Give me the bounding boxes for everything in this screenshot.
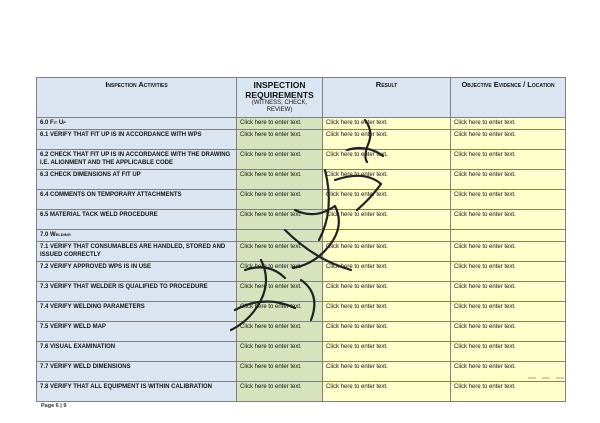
result-field[interactable]: Click here to enter text. — [323, 190, 451, 210]
requirement-field[interactable]: Click here to enter text. — [237, 190, 323, 210]
requirement-field[interactable]: Click here to enter text. — [237, 150, 323, 170]
header-objective-evidence: Objective Evidence / Location — [451, 78, 566, 118]
evidence-field[interactable]: Click here to enter text. — [451, 150, 566, 170]
section-cell-empty — [237, 230, 323, 242]
result-field[interactable]: Click here to enter text. — [323, 282, 451, 302]
requirement-field[interactable]: Click here to enter text. — [237, 382, 323, 402]
requirement-field[interactable]: Click here to enter text. — [237, 362, 323, 382]
requirement-field[interactable]: Click here to enter text. — [237, 342, 323, 362]
table-body — [37, 118, 566, 402]
evidence-field[interactable]: Click here to enter text. — [451, 118, 566, 130]
table-row — [37, 170, 566, 190]
table-row — [37, 130, 566, 150]
table-row — [37, 322, 566, 342]
inspection-activity: 7.6 VISUAL EXAMINATION — [37, 342, 237, 362]
header-result: Result — [323, 78, 451, 118]
result-field[interactable]: Click here to enter text. — [323, 382, 451, 402]
table-row — [37, 210, 566, 230]
table-row — [37, 150, 566, 170]
table-row — [37, 262, 566, 282]
evidence-field[interactable]: Click here to enter text. — [451, 282, 566, 302]
inspection-activity: 6.4 COMMENTS ON TEMPORARY ATTACHMENTS — [37, 190, 237, 210]
result-field[interactable]: Click here to enter text. — [323, 242, 451, 262]
table-row — [37, 362, 566, 382]
requirement-field[interactable]: Click here to enter text. — [237, 170, 323, 190]
evidence-field[interactable]: Click here to enter text. — [451, 382, 566, 402]
section-title: 7.0 Welding — [37, 230, 237, 242]
table-row — [37, 242, 566, 262]
header-inspection-activities: Inspection Activities — [37, 78, 237, 118]
page-number: Page 6 | 9 — [41, 403, 67, 409]
section-row — [37, 118, 566, 130]
evidence-field[interactable]: Click here to enter text. — [451, 262, 566, 282]
section-title: 6.0 Fit Up — [37, 118, 237, 130]
result-field[interactable]: Click here to enter text. — [323, 170, 451, 190]
inspection-activity: 7.7 VERIFY WELD DIMENSIONS — [37, 362, 237, 382]
evidence-field[interactable]: Click here to enter text. — [451, 170, 566, 190]
evidence-field[interactable]: Click here to enter text. — [451, 242, 566, 262]
result-field[interactable]: Click here to enter text. — [323, 342, 451, 362]
evidence-field[interactable]: Click here to enter text. — [451, 302, 566, 322]
evidence-field[interactable]: Click here to enter text. — [451, 362, 566, 382]
result-field[interactable]: Click here to enter text. — [323, 210, 451, 230]
table-row — [37, 190, 566, 210]
table-row — [37, 382, 566, 402]
result-field[interactable]: Click here to enter text. — [323, 362, 451, 382]
evidence-field[interactable]: Click here to enter text. — [451, 130, 566, 150]
inspection-activity: 6.3 CHECK DIMENSIONS AT FIT UP — [37, 170, 237, 190]
requirement-field[interactable]: Click here to enter text. — [237, 210, 323, 230]
result-field[interactable]: Click here to enter text. — [323, 322, 451, 342]
evidence-field[interactable]: Click here to enter text. — [451, 342, 566, 362]
result-field[interactable]: Click here to enter text. — [323, 130, 451, 150]
table-header-row — [37, 78, 566, 118]
result-field[interactable]: Click here to enter text. — [323, 262, 451, 282]
inspection-activity: 7.4 VERIFY WELDING PARAMETERS — [37, 302, 237, 322]
table-row — [37, 342, 566, 362]
header-requirements-sub: (WITNESS, CHECK, REVIEW) — [251, 100, 308, 113]
requirement-field[interactable]: Click here to enter text. — [237, 302, 323, 322]
inspection-activity: 7.3 VERIFY THAT WELDER IS QUALIFIED TO PROCEDURE — [37, 282, 237, 302]
evidence-field[interactable]: Click here to enter text. — [451, 190, 566, 210]
inspection-activity: 6.2 CHECK THAT FIT UP IS IN ACCORDANCE WITH THE DRAWING I.E. ALIGNMENT AND THE APPLICABLE CODE — [37, 150, 237, 170]
evidence-field[interactable]: Click here to enter text. — [451, 210, 566, 230]
requirement-field[interactable]: Click here to enter text. — [237, 242, 323, 262]
header-inspection-requirements — [237, 78, 323, 118]
section-cell-empty — [323, 230, 451, 242]
result-field[interactable]: Click here to enter text. — [323, 150, 451, 170]
inspection-activity: 7.2 VERIFY APPROVED WPS IS IN USE — [37, 262, 237, 282]
evidence-field[interactable]: Click here to enter text. — [451, 322, 566, 342]
result-field[interactable]: Click here to enter text. — [323, 302, 451, 322]
decorative-dashes — [528, 375, 568, 381]
inspection-activity: 7.1 VERIFY THAT CONSUMABLES ARE HANDLED, STORED AND ISSUED CORRECTLY — [37, 242, 237, 262]
table-row — [37, 282, 566, 302]
inspection-activity: 7.5 VERIFY WELD MAP — [37, 322, 237, 342]
requirement-field[interactable]: Click here to enter text. — [237, 118, 323, 130]
inspection-table — [36, 77, 566, 402]
inspection-activity: 6.5 MATERIAL TACK WELD PROCEDURE — [37, 210, 237, 230]
requirement-field[interactable]: Click here to enter text. — [237, 282, 323, 302]
table-row — [37, 302, 566, 322]
inspection-activity: 6.1 VERIFY THAT FIT UP IS IN ACCORDANCE WITH WPS — [37, 130, 237, 150]
requirement-field[interactable]: Click here to enter text. — [237, 262, 323, 282]
requirement-field[interactable]: Click here to enter text. — [237, 322, 323, 342]
inspection-activity: 7.8 VERIFY THAT ALL EQUIPMENT IS WITHIN CALIBRATION — [37, 382, 237, 402]
header-requirements-main: INSPECTION REQUIREMENTS — [245, 80, 314, 100]
section-row — [37, 230, 566, 242]
result-field[interactable]: Click here to enter text. — [323, 118, 451, 130]
requirement-field[interactable]: Click here to enter text. — [237, 130, 323, 150]
section-cell-empty — [451, 230, 566, 242]
